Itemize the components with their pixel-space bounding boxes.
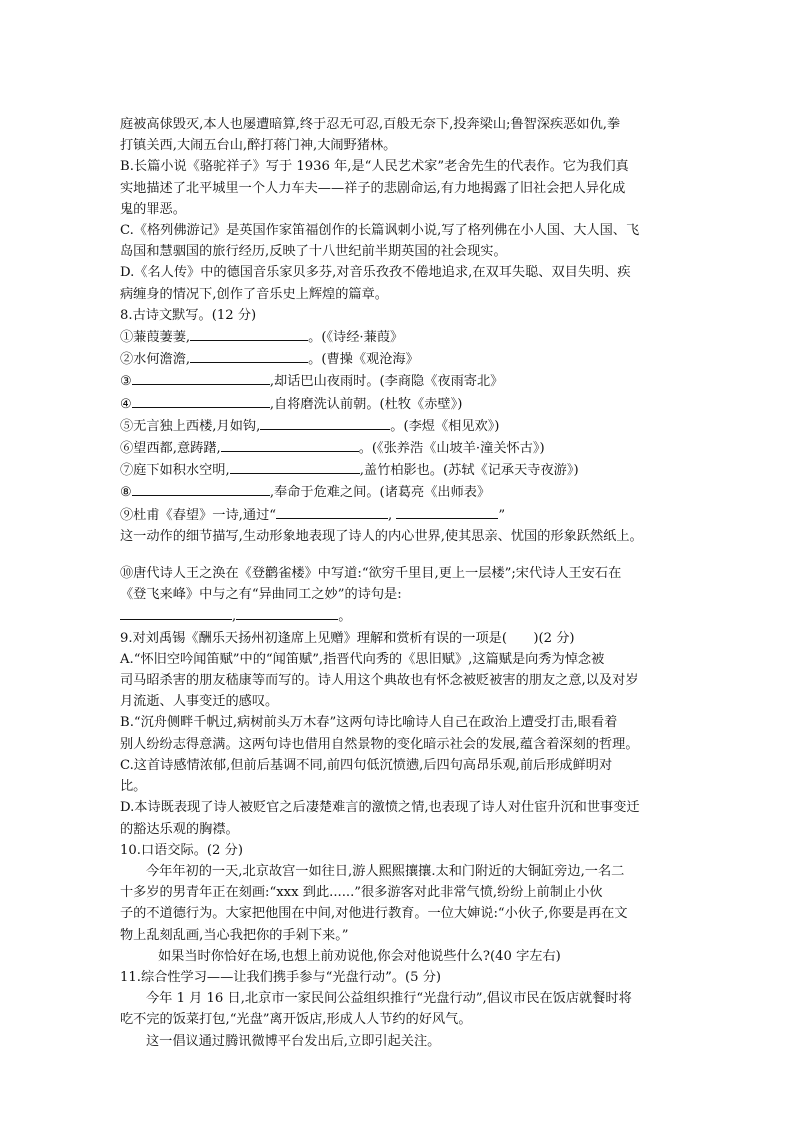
poem-item-10: ⑩唐代诗人王之涣在《登鹳雀楼》中写道:“欲穷千里目,更上一层楼”;宋代诗人王安石在 <box>120 566 622 582</box>
answer-blank[interactable] <box>132 370 270 385</box>
paragraph-line: 今年年初的一天,北京故宫一如往日,游人熙熙攘攘.太和门附近的大铜缸旁边,一名二 <box>146 863 625 879</box>
option-d-line: D.本诗既表现了诗人被贬官之后凄楚难言的激愤之情,也表现了诗人对仕宦升沉和世事变迁 <box>120 800 640 816</box>
text-line: 吃不完的饭菜打包,“光盘”离开饭店,形成人人节约的好风气。 <box>120 1012 472 1028</box>
poem-text: ⑨杜甫《春望》一诗,通过“ <box>120 507 276 523</box>
question-8-title: 8.古诗文默写。(12 分) <box>120 307 257 323</box>
text-line: 月流逝、人事变迁的感叹。 <box>120 694 279 710</box>
text-line: 鬼的罪恶。 <box>120 201 186 217</box>
text-line: 岛国和慧骃国的旅行经历,反映了十八世纪前半期英国的社会现实。 <box>120 244 507 260</box>
poem-text: , <box>232 609 237 625</box>
answer-blank[interactable] <box>132 481 270 496</box>
option-b-line: B.长篇小说《骆驼祥子》写于 1936 年,是“人民艺术家”老舍先生的代表作。它为我们真 <box>120 159 629 175</box>
answer-blank[interactable] <box>230 459 360 474</box>
question-9-title: 9.对刘禹锡《酬乐天扬州初逢席上见赠》理解和赏析有误的一项是( )(2 分) <box>120 630 575 646</box>
poem-source: 。(李煜《相见欢》) <box>390 418 500 434</box>
text-line: 物上乱刻乱画,当心我把你的手剁下来。” <box>120 927 349 943</box>
poem-source: 。(曹操《观沧海》 <box>308 352 419 368</box>
poem-item-2 <box>120 348 680 370</box>
poem-item-4 <box>120 393 680 415</box>
question-10-title: 10.口语交际。(2 分) <box>120 842 243 858</box>
answer-blank[interactable] <box>260 415 390 430</box>
option-a-line: A.“怀旧空吟闻笛赋”中的“闻笛赋”,指晋代向秀的《思旧赋》,这篇赋是向秀为悼念被 <box>120 651 605 667</box>
poem-text: , <box>388 507 393 523</box>
poem-source: ,自将磨洗认前朝。(杜牧《赤壁》) <box>269 396 463 412</box>
answer-blank[interactable] <box>120 605 232 620</box>
poem-item-3 <box>120 370 680 392</box>
poem-text: ③ <box>120 374 132 390</box>
text-line: 病缠身的情况下,创作了音乐史上辉煌的篇章。 <box>120 286 388 302</box>
option-c-line: C.《格列佛游记》是英国作家笛福创作的长篇讽刺小说,写了格列佛在小人国、大人国、飞 <box>120 223 640 239</box>
option-d-line: D.《名人传》中的德国音乐家贝多芬,对音乐孜孜不倦地追求,在双耳失聪、双目失明、疾 <box>120 265 631 281</box>
answer-blank[interactable] <box>221 437 359 452</box>
poem-text: ⑦庭下如积水空明, <box>120 463 230 479</box>
text-line: 庭被高俅毁灭,本人也屡遭暗算,终于忍无可忍,百般无奈下,投奔梁山;鲁智深疾恶如仇,拳 <box>120 117 621 132</box>
text-line: 司马昭杀害的朋友嵇康等而写的。诗人用这个典故也有怀念被贬被害的朋友之意,以及对岁 <box>120 673 639 689</box>
answer-blank[interactable] <box>132 393 270 408</box>
poem-source: ,奉命于危难之间。(诸葛亮《出师表》 <box>269 485 491 501</box>
option-c-line: C.这首诗感情浓郁,但前后基调不同,前四句低沉愤懑,后四句高昂乐观,前后形成鲜明对 <box>120 757 613 773</box>
text-line: 别人纷纷志得意满。这两句诗也借用自然景物的变化暗示社会的发展,蕴含着深刻的哲理。 <box>120 736 639 752</box>
poem-item-10-blanks <box>120 605 680 627</box>
document-page <box>120 114 680 1052</box>
answer-blank[interactable] <box>396 504 498 519</box>
poem-text: ⑧ <box>120 485 132 501</box>
poem-item-9 <box>120 504 680 526</box>
paragraph-line: 今年 1 月 16 日,北京市一家民间公益组织推行“光盘行动”,倡议市民在饭店就餐时将 <box>146 991 632 1007</box>
paragraph-line: 这一倡议通过腾讯微博平台发出后,立即引起关注。 <box>146 1033 441 1049</box>
text-line: 比。 <box>120 779 147 795</box>
poem-item-9-cont: 这一动作的细节描写,生动形象地表现了诗人的内心世界,使其思亲、忧国的形象跃然纸上。 <box>120 528 643 544</box>
poem-text: ⑤无言独上西楼,月如钩, <box>120 418 261 434</box>
poem-text: ④ <box>120 396 132 412</box>
paragraph-line: 如果当时你恰好在场,也想上前劝说他,你会对他说些什么?(40 字左右) <box>158 948 561 964</box>
answer-blank[interactable] <box>190 326 308 341</box>
poem-item-5 <box>120 415 680 437</box>
answer-blank[interactable] <box>276 504 388 519</box>
poem-text: 。 <box>338 609 352 625</box>
poem-item-10-cont: 《登飞来峰》中与之有“异曲同工之妙”的诗句是: <box>120 587 402 603</box>
spacer <box>120 547 680 563</box>
poem-source: ,盖竹柏影也。(苏轼《记承天寺夜游》) <box>359 463 579 479</box>
poem-text: ” <box>498 507 506 523</box>
text-line: 打镇关西,大闹五台山,醉打蒋门神,大闹野猪林。 <box>120 138 397 154</box>
poem-item-8 <box>120 481 680 503</box>
question-11-title: 11.综合性学习——让我们携手参与“光盘行动”。(5 分) <box>120 969 442 985</box>
poem-source: 。(《张养浩《山坡羊·潼关怀古》) <box>358 441 545 457</box>
poem-item-7 <box>120 459 680 481</box>
poem-item-1 <box>120 326 680 348</box>
text-line: 实地描述了北平城里一个人力车夫——祥子的悲剧命运,有力地揭露了旧社会把人异化成 <box>120 180 626 196</box>
poem-source: ,却话巴山夜雨时。(李商隐《夜雨寄北》 <box>269 374 504 390</box>
text-line: 子的不道德行为。大家把他围在中间,对他进行教育。一位大婶说:“小伙子,你要是再在文 <box>120 906 628 922</box>
answer-blank[interactable] <box>236 605 338 620</box>
answer-blank[interactable] <box>190 348 308 363</box>
text-line: 的豁达乐观的胸襟。 <box>120 821 239 837</box>
poem-text: ①蒹葭萋萋, <box>120 330 191 346</box>
poem-source: 。(《诗经·蒹葭》 <box>308 330 404 346</box>
poem-item-6 <box>120 437 680 459</box>
option-b-line: B.“沉舟侧畔千帆过,病树前头万木春”这两句诗比喻诗人自己在政治上遭受打击,眼看着 <box>120 715 618 731</box>
text-line: 十多岁的男青年正在刻画:“xxx 到此......”很多游客对此非常气愤,纷纷上前制止小伙 <box>120 885 603 901</box>
poem-text: ②水何澹澹, <box>120 352 191 368</box>
poem-text: ⑥望西都,意踌躇, <box>120 441 221 457</box>
